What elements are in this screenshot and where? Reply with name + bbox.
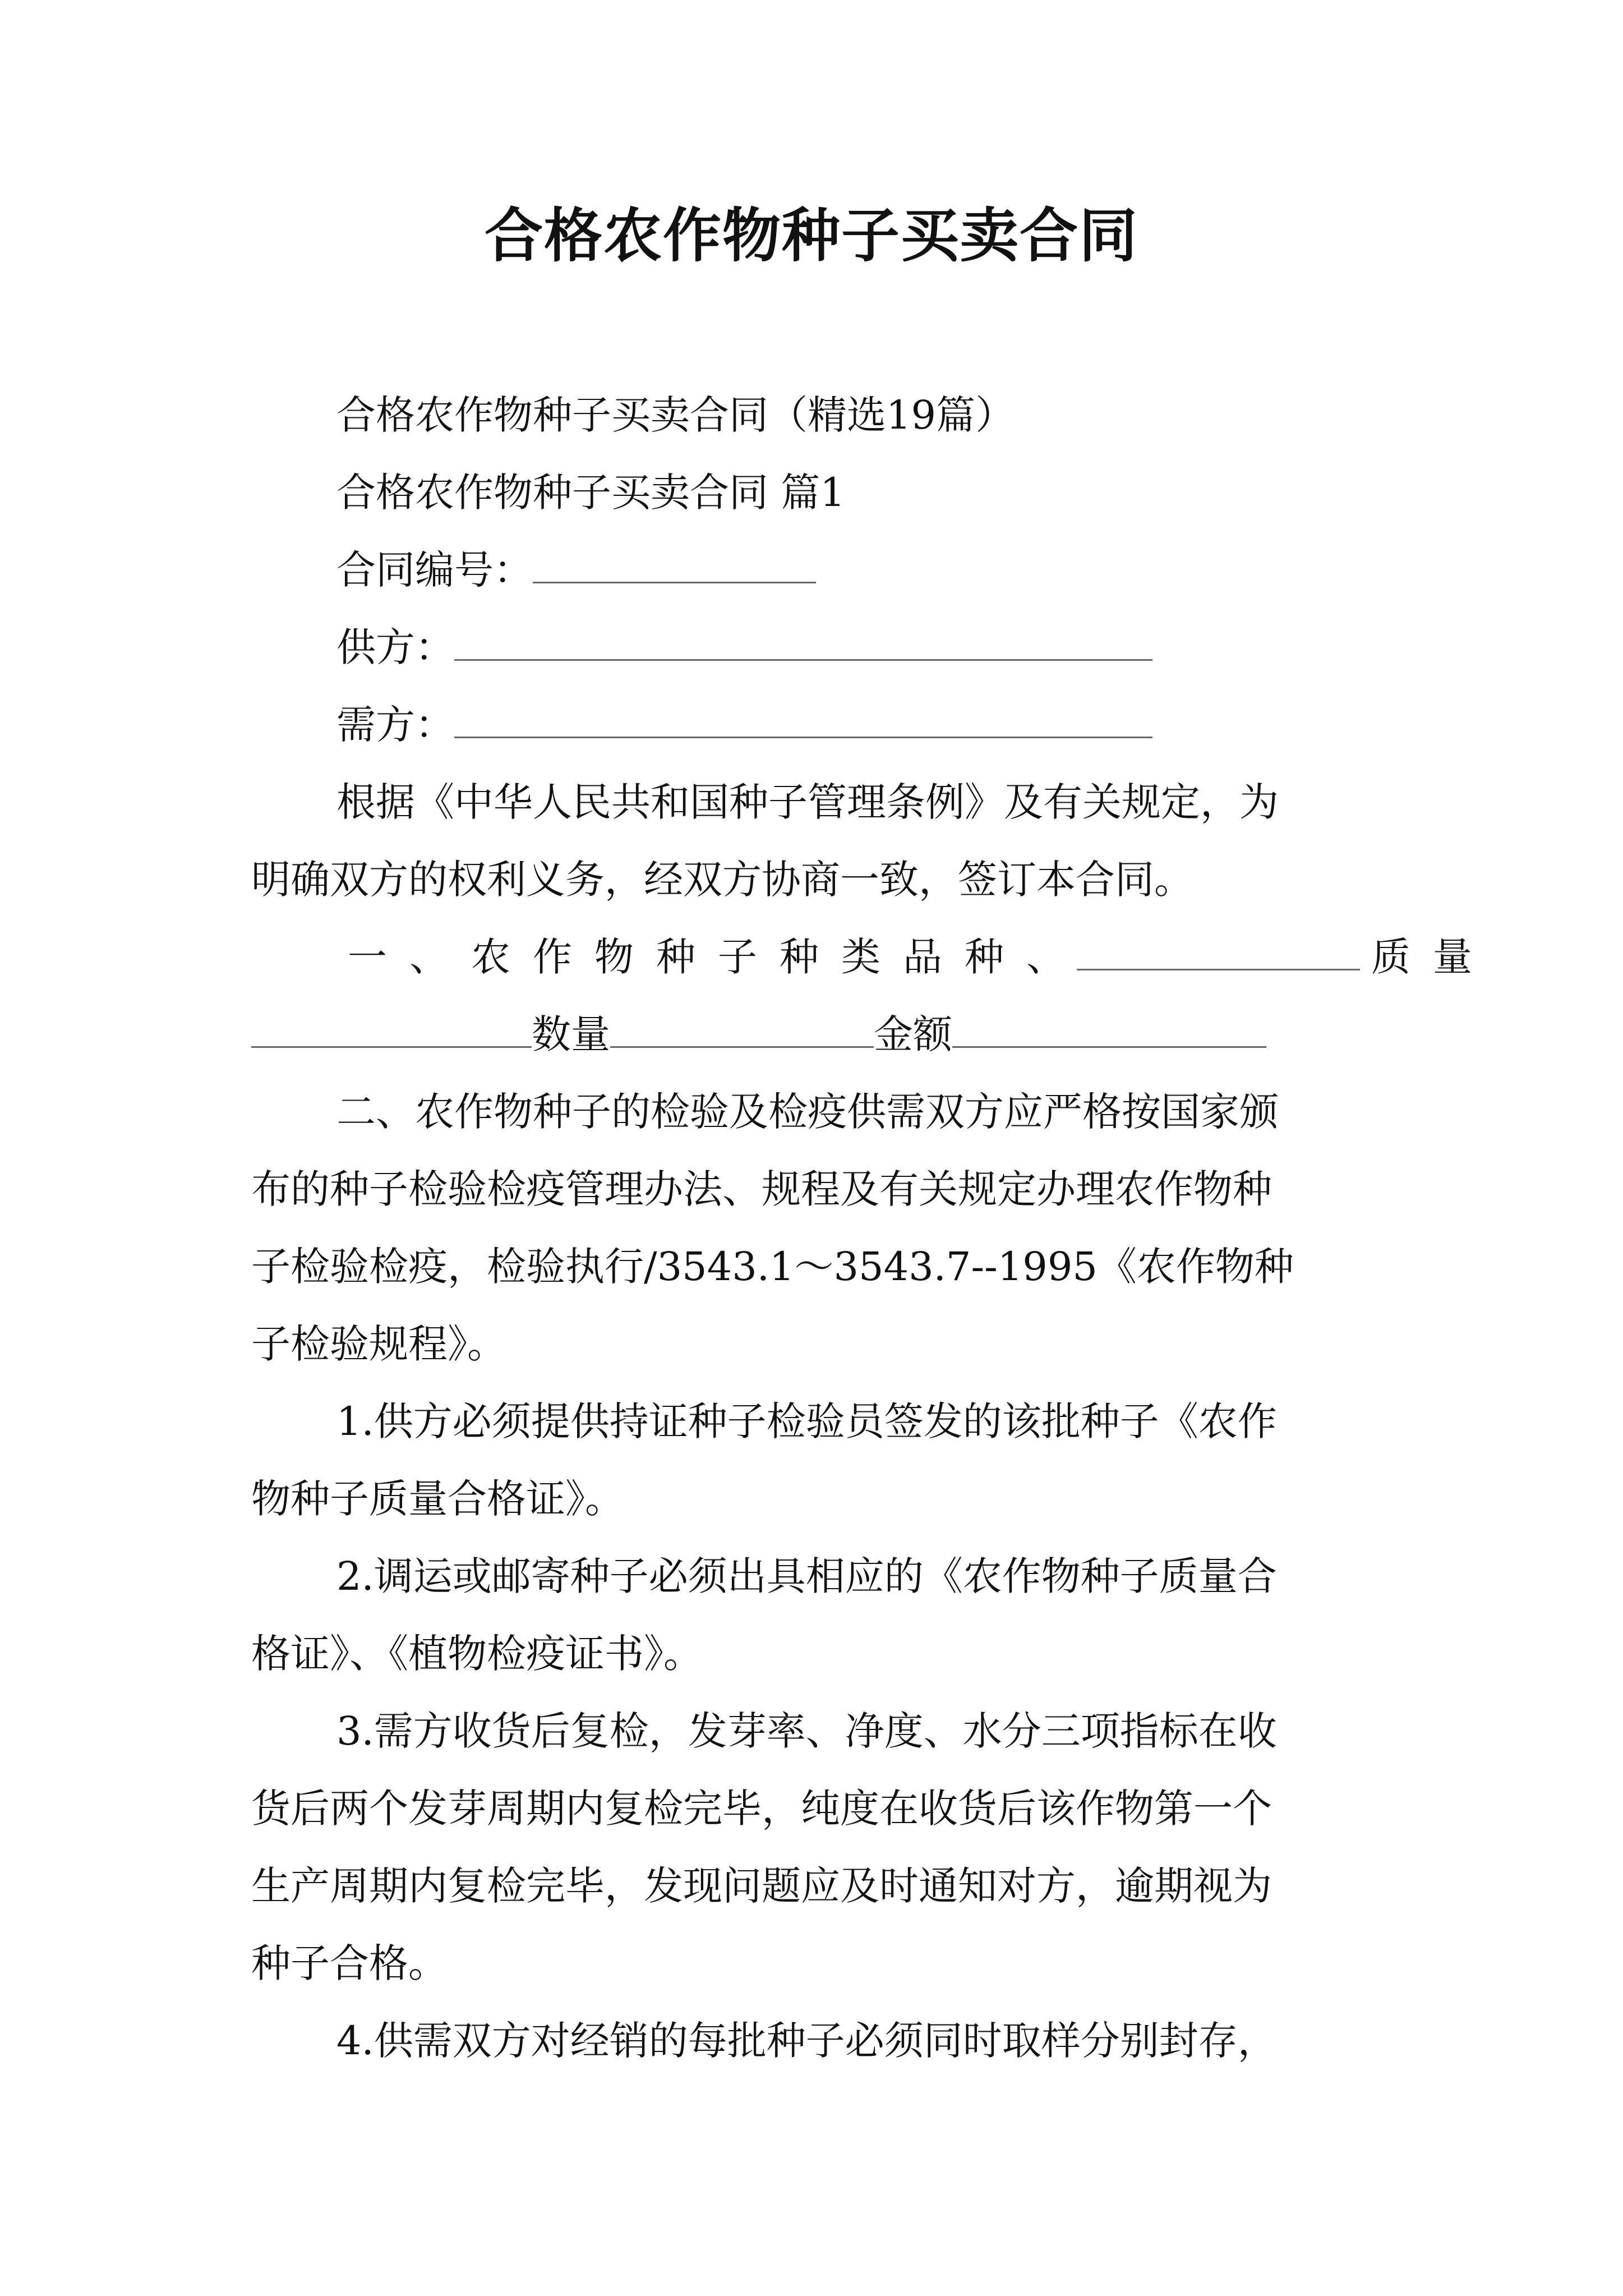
contract-number-blank (533, 548, 816, 583)
clause2-line-1: 二、农作物种子的检验及检疫供需双方应严格按国家颁 (336, 1089, 1279, 1135)
clause1-amount-label: 金额 (874, 1011, 952, 1057)
item3-line-4: 种子合格。 (251, 1940, 448, 1986)
document-subtitle: 合格农作物种子买卖合同（精选19篇） (336, 392, 1015, 438)
item4-line-1: 4.供需双方对经销的每批种子必须同时取样分别封存， (336, 2018, 1277, 2064)
item2-line-1: 2.调运或邮寄种子必须出具相应的《农作物种子质量合 (336, 1553, 1277, 1599)
supplier-label: 供方： (336, 624, 454, 670)
document-title: 合格农作物种子买卖合同 (484, 201, 1138, 270)
contract-number-row (336, 542, 816, 598)
clause1-row-2 (251, 1006, 1266, 1062)
clause1-quality-label: 质量 (1371, 934, 1495, 980)
item3-line-3: 生产周期内复检完毕，发现问题应及时通知对方，逾期视为 (251, 1863, 1272, 1909)
clause1-amount-blank (952, 1013, 1266, 1048)
clause2-line-4: 子检验规程》。 (251, 1321, 506, 1367)
intro-line-2: 明确双方的权利义务，经双方协商一致，签订本合同。 (251, 857, 1193, 903)
section-heading: 合格农作物种子买卖合同 篇1 (336, 470, 845, 516)
clause2-line-3: 子检验检疫，检验执行/3543.1～3543.7--1995《农作物种 (251, 1244, 1294, 1290)
item3-line-2: 货后两个发芽周期内复检完毕，纯度在收货后该作物第一个 (251, 1786, 1272, 1832)
buyer-label: 需方： (336, 702, 454, 748)
clause1-variety-label: 一、农作物种子种类品种、 (348, 934, 1088, 980)
item2-line-2: 格证》、《植物检疫证书》。 (251, 1631, 703, 1677)
supplier-row (336, 619, 1152, 675)
clause1-quantity-blank (610, 1013, 874, 1048)
intro-line-1: 根据《中华人民共和国种子管理条例》及有关规定，为 (336, 779, 1279, 825)
clause2-line-2: 布的种子检验检疫管理办法、规程及有关规定办理农作物种 (251, 1166, 1272, 1212)
item3-line-1: 3.需方收货后复检，发芽率、净度、水分三项指标在收 (336, 1708, 1277, 1754)
item1-line-2: 物种子质量合格证》。 (251, 1476, 624, 1522)
clause1-quantity-label: 数量 (532, 1011, 610, 1057)
buyer-row (336, 697, 1152, 753)
contract-number-label: 合同编号： (336, 547, 533, 593)
clause1-variety-blank (1077, 935, 1360, 970)
item1-line-1: 1.供方必须提供持证种子检验员签发的该批种子《农作 (336, 1398, 1277, 1444)
supplier-blank (454, 625, 1152, 661)
buyer-blank (454, 703, 1152, 738)
clause1-quality-blank (251, 1013, 532, 1048)
clause1-row-1 (348, 929, 1495, 985)
